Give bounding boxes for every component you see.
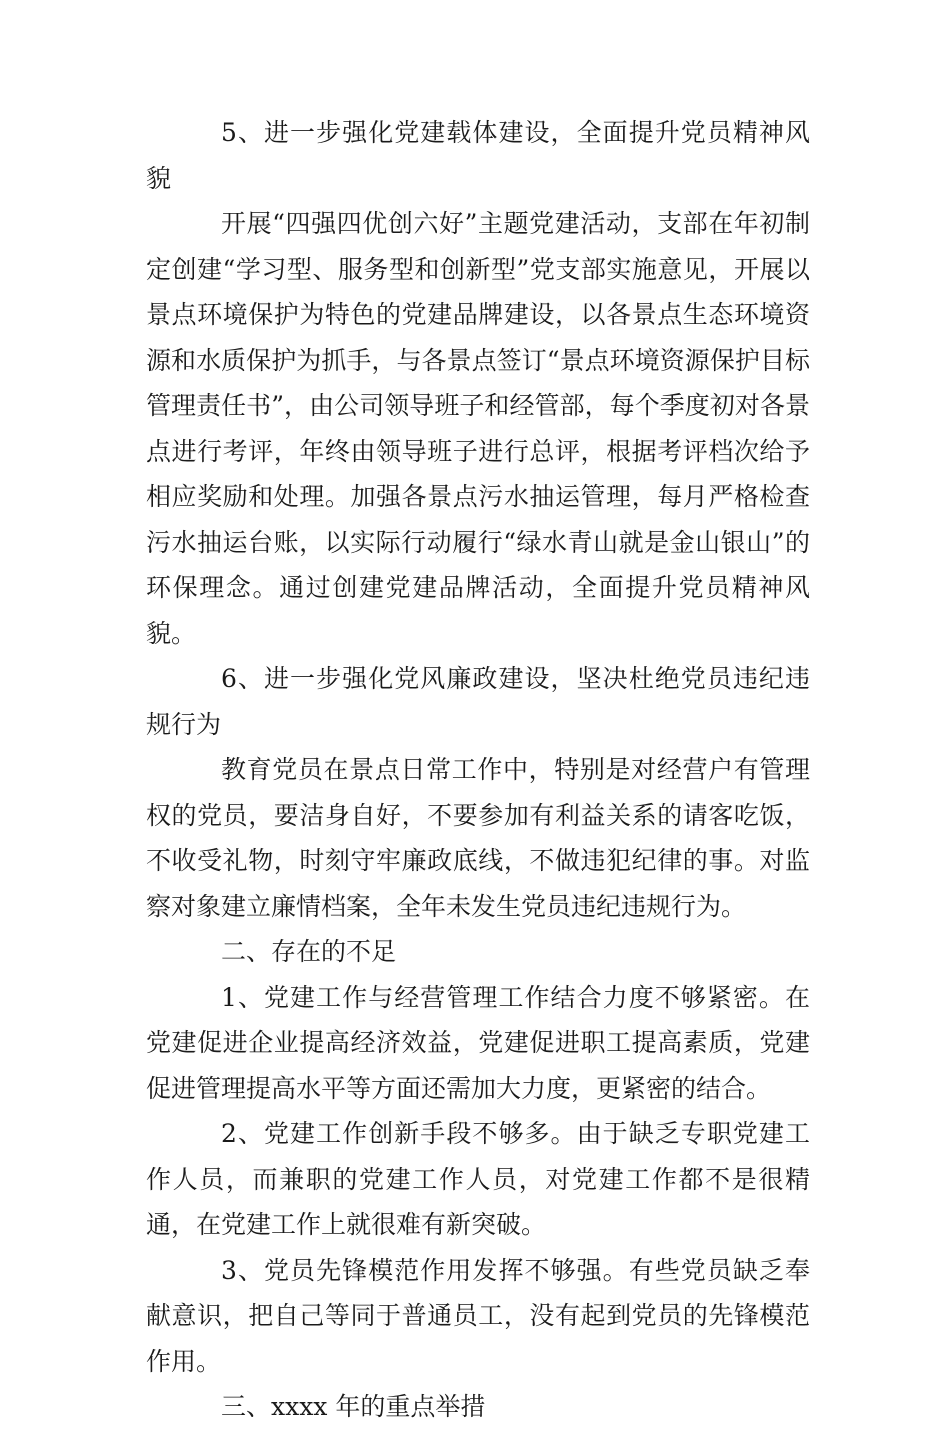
section-heading-6: 6、进一步强化党风廉政建设，坚决杜绝党员违纪违规行为 [146,664,810,739]
paragraph-shortcoming-3: 3、党员先锋模范作用发挥不够强。有些党员缺乏奉献意识，把自己等同于普通员工，没有起到党员的先锋模范作用。 [146,1255,810,1376]
paragraph-shortcoming-1: 1、党建工作与经营管理工作结合力度不够紧密。在党建促进企业提高经济效益，党建促进职工提高素质，党建促进管理提高水平等方面还需加大力度，更紧密的结合。 [146,982,810,1103]
paragraph-party-branding: 开展“四强四优创六好”主题党建活动，支部在年初制定创建“学习型、服务型和创新型”党支部实施意见，开展以景点环境保护为特色的党建品牌建设，以各景点生态环境资源和水质保护为抓手，与各景点签订“景点环境资源保护目标管理责任书”，由公司领导班子和经管部，每个季度初对各景点进行考评，年终由领导班子进行总评，根据考评档次给予相应奖励和处理。加强各景点污水抽运管理，每月严格检查污水抽运台账，以实际行动履行“绿水青山就是金山银山”的环保理念。通过创建党建品牌活动，全面提升党员精神风貌。 [146,209,810,648]
paragraph-integrity: 教育党员在景点日常工作中，特别是对经营户有管理权的党员，要洁身自好，不要参加有利益关系的请客吃饭，不收受礼物，时刻守牢廉政底线，不做违犯纪律的事。对监察对象建立廉情档案，全年未发生党员违纪违规行为。 [146,755,810,921]
paragraph-shortcoming-2: 2、党建工作创新手段不够多。由于缺乏专职党建工作人员，而兼职的党建工作人员，对党建工作都不是很精通，在党建工作上就很难有新突破。 [146,1119,810,1239]
section-heading-shortcomings: 二、存在的不足 [221,937,397,966]
section-heading-5: 5、进一步强化党建载体建设，全面提升党员精神风貌 [146,118,810,193]
section-heading-key-measures: 三、xxxx 年的重点举措 [221,1392,486,1421]
document-body [146,110,810,1430]
